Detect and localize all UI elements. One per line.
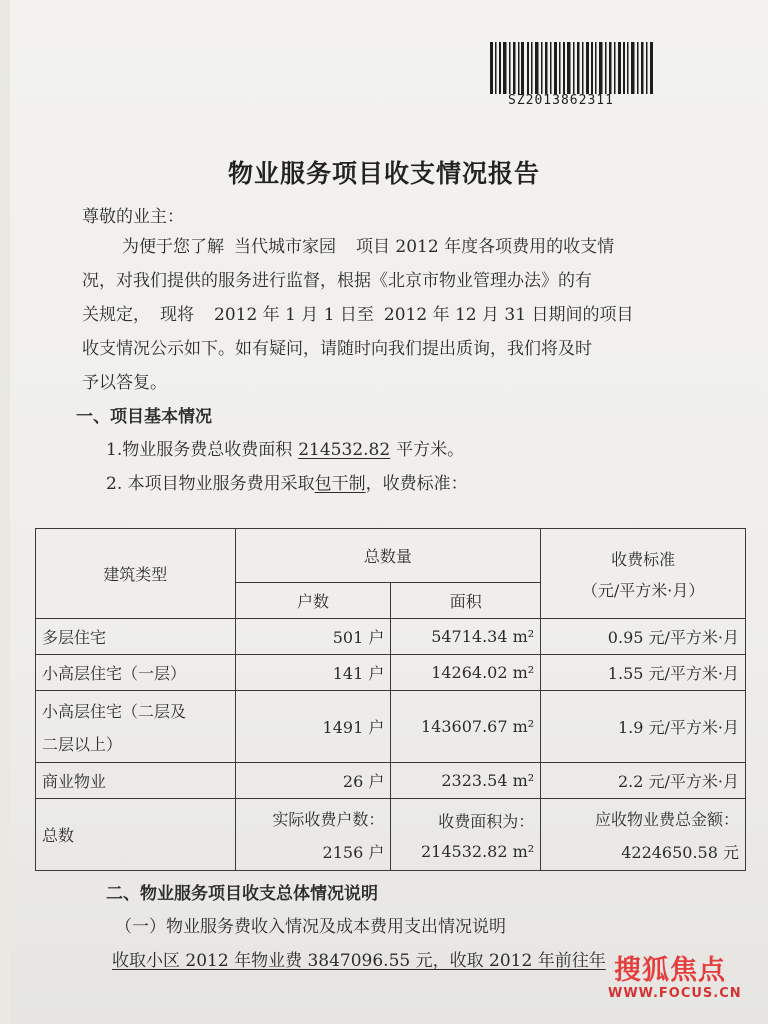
cell-households: 1491 户 (235, 691, 391, 763)
intro-line-5: 予以答复。 (82, 373, 167, 393)
header-fee-standard-label: 收费标准 (611, 549, 676, 569)
document-title: 物业服务项目收支情况报告 (227, 159, 540, 188)
item-text: 1.物业服务费总收费面积 (106, 440, 293, 460)
header-area: 面积 (391, 583, 541, 619)
barcode-number: SZ2013862311 (508, 93, 614, 108)
cell-standard: 2.2 元/平方米·月 (541, 763, 746, 799)
intro-text: 项目 (356, 237, 390, 257)
cell-area: 143607.67 m² (391, 691, 541, 763)
section-2-subheading: （一）物业服务费收入情况及成本费用支出情况说明 (115, 917, 506, 937)
total-area-value: 214532.82 (298, 440, 391, 460)
section-1-heading: 一、项目基本情况 (76, 407, 212, 427)
cell-total-label: 总数 (36, 799, 236, 871)
fee-table (35, 528, 746, 871)
greeting: 尊敬的业主： (82, 207, 184, 227)
table-header-row (36, 529, 746, 583)
intro-line-1 (122, 232, 614, 257)
period-start: 2012 年 1 月 1 日至 (214, 305, 374, 325)
item-text: 2. 本项目物业服务费用采取 (106, 474, 315, 494)
intro-line-2: 况，对我们提供的服务进行监督，根据《北京市物业管理办法》的有 (82, 271, 592, 291)
cell-standard: 1.55 元/平方米·月 (541, 655, 746, 691)
income-text: 收取小区 2012 年物业费 3847096.55 元，收取 2012 年前往年 (112, 951, 606, 971)
header-building-type: 建筑类型 (36, 529, 236, 619)
cell-households: 501 户 (235, 619, 391, 655)
cell-standard: 1.9 元/平方米·月 (541, 691, 746, 763)
header-fee-standard (541, 529, 746, 619)
total-households-label: 实际收费户数： (272, 809, 385, 829)
total-amount-label: 应收物业费总金额： (594, 809, 739, 829)
table-row (36, 619, 746, 655)
intro-text: 现将 (160, 305, 194, 325)
item-total-area (106, 435, 464, 460)
watermark-brand: 搜狐焦点 (614, 955, 726, 986)
item-text: 平方米。 (396, 440, 465, 460)
table-row (36, 691, 746, 763)
cell-area: 2323.54 m² (391, 763, 541, 799)
table-total-row (36, 799, 746, 871)
cell-households: 141 户 (235, 655, 391, 691)
cell-building-type: 商业物业 (36, 763, 236, 799)
cell-area: 54714.34 m² (391, 619, 541, 655)
intro-text: 年度各项费用的收支情 (444, 237, 615, 257)
cell-building-type-line: 小高层住宅（二层及 (42, 701, 187, 721)
intro-text: 关规定， (82, 305, 150, 325)
cell-building-type: 多层住宅 (36, 619, 236, 655)
header-households: 户数 (235, 583, 391, 619)
cell-total-area (391, 799, 541, 871)
total-amount-value: 4224650.58 元 (621, 842, 739, 862)
header-total-quantity: 总数量 (235, 529, 541, 583)
cell-households: 26 户 (235, 763, 391, 799)
period-end: 2012 年 12 月 31 日期间的项目 (383, 305, 634, 325)
cell-total-amount (541, 799, 746, 871)
barcode (490, 42, 656, 94)
cell-building-type-line: 二层以上） (42, 734, 123, 754)
cell-building-type (36, 691, 236, 763)
cell-total-households (235, 799, 391, 871)
table-row (36, 763, 746, 799)
item-fee-method (106, 469, 468, 494)
header-fee-standard-unit: （元/平方米·月） (581, 580, 705, 600)
section-2-heading: 二、物业服务项目收支总体情况说明 (106, 884, 378, 904)
intro-line-4: 收支情况公示如下。如有疑问，请随时向我们提出质询，我们将及时 (82, 339, 592, 359)
project-name: 当代城市家园 (234, 237, 336, 257)
cell-standard: 0.95 元/平方米·月 (541, 619, 746, 655)
table-row (36, 655, 746, 691)
cell-area: 14264.02 m² (391, 655, 541, 691)
total-households-value: 2156 户 (322, 842, 385, 862)
watermark-url: WWW.FOCUS.CN (608, 986, 742, 1001)
intro-line-3 (82, 300, 633, 325)
cell-building-type: 小高层住宅（一层） (36, 655, 236, 691)
total-area-value: 214532.82 m² (421, 841, 535, 861)
intro-text: 为便于您了解 (122, 237, 224, 257)
total-area-label: 收费面积为： (438, 811, 535, 831)
focus-watermark (608, 948, 768, 1018)
fee-method: 包干制 (314, 474, 366, 494)
report-year: 2012 (395, 237, 439, 257)
item-text: ，收费标准： (365, 474, 468, 494)
